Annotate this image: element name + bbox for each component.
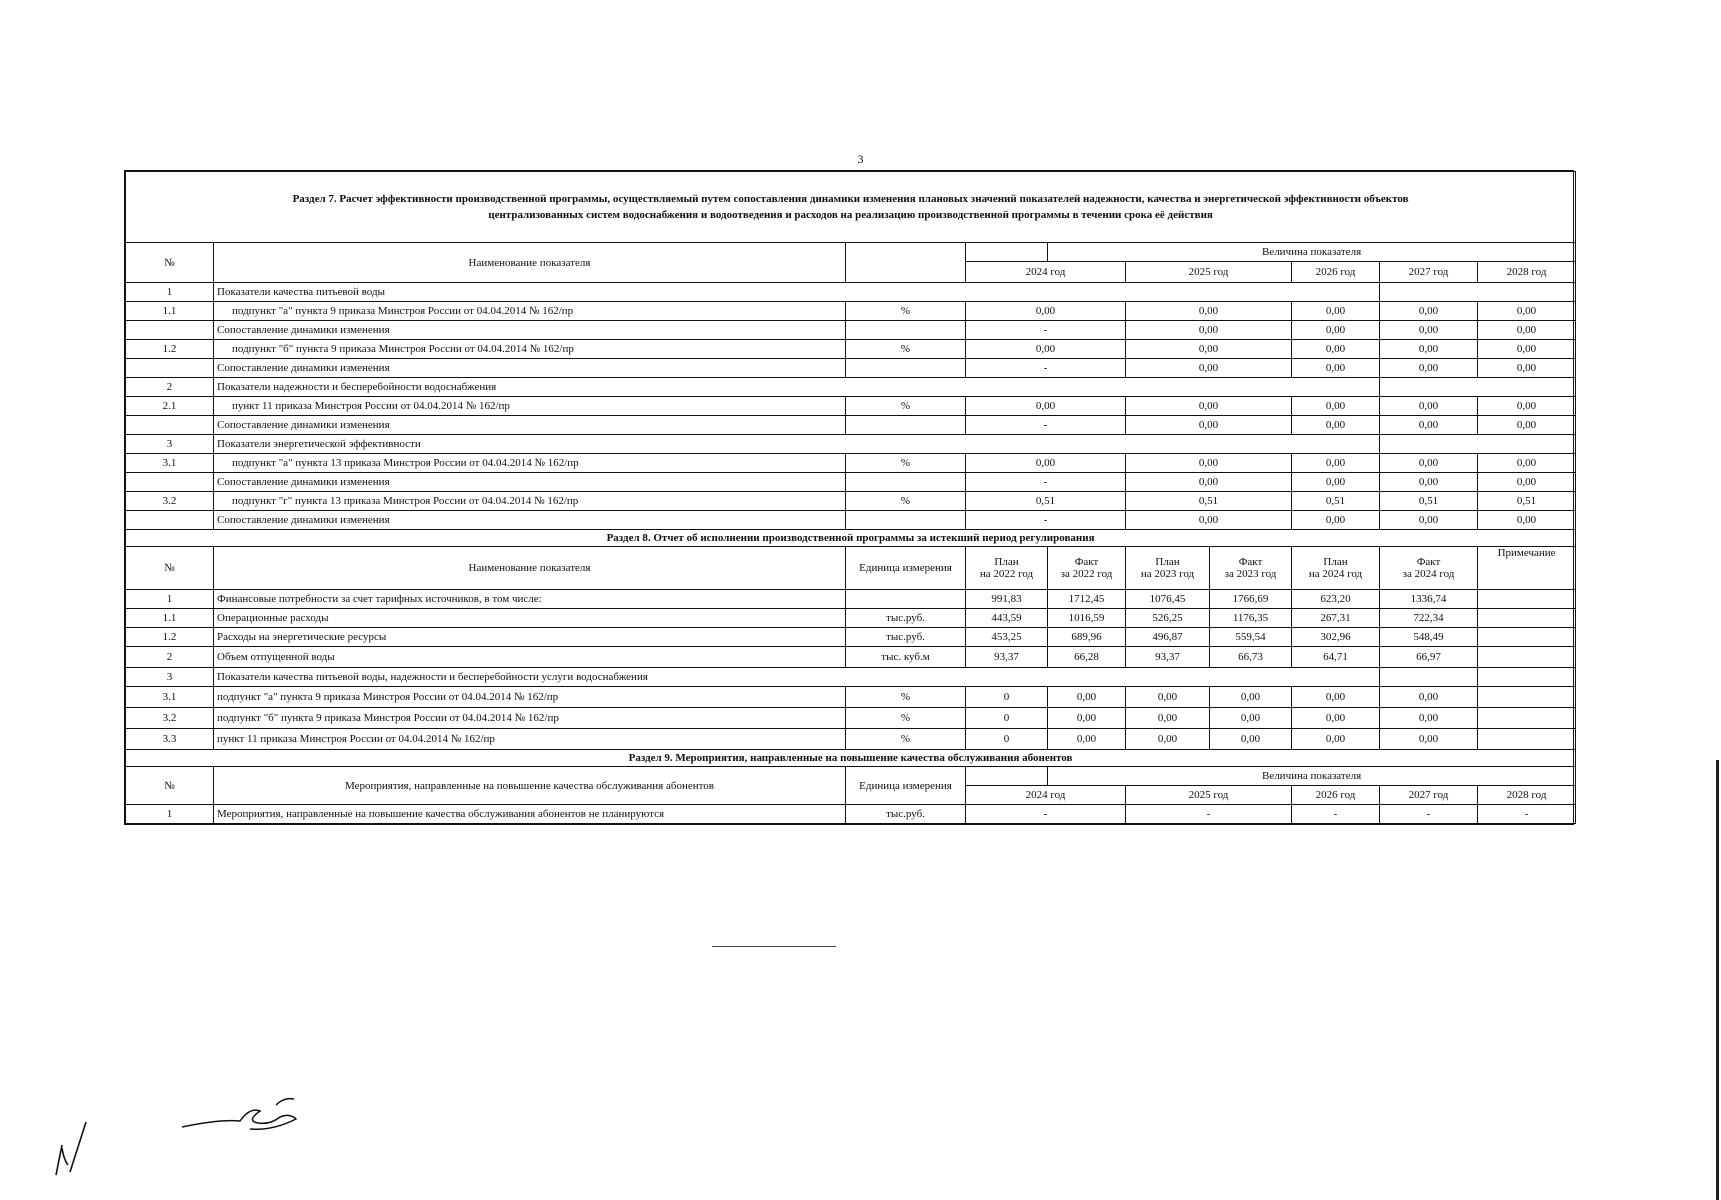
value-cell: 0,00 [1292, 359, 1380, 378]
column-header-year: 2024 год [966, 786, 1126, 805]
unit-cell [846, 416, 966, 435]
indicator-name: Сопоставление динамики изменения [214, 359, 846, 378]
scan-edge [1716, 760, 1719, 1200]
value-cell: 689,96 [1048, 628, 1126, 647]
column-header-name: Наименование показателя [214, 547, 846, 590]
value-cell: 0,00 [1478, 321, 1576, 340]
unit-cell [846, 359, 966, 378]
column-header-year: 2024 год [966, 262, 1126, 283]
column-header-value-group: Величина показателя [1048, 243, 1576, 262]
value-cell: 0,00 [1126, 708, 1210, 729]
note-cell [1478, 729, 1576, 750]
value-cell: 991,83 [966, 590, 1048, 609]
value-cell: 0,00 [1380, 454, 1478, 473]
value-cell: - [1292, 805, 1380, 824]
period-type: Факт [1074, 556, 1099, 568]
column-header-period [1126, 547, 1210, 590]
period-year: за 2022 год [1060, 568, 1113, 580]
section7-row [126, 340, 1576, 359]
value-cell: 0,00 [1380, 321, 1478, 340]
unit-cell: % [846, 454, 966, 473]
indicator-name: подпункт "г" пункта 13 приказа Минстроя России от 04.04.2014 № 162/пр [214, 492, 846, 511]
value-cell: 0 [966, 687, 1048, 708]
value-cell: 0,00 [966, 397, 1126, 416]
section7-row [126, 454, 1576, 473]
note-cell [1478, 647, 1576, 668]
value-cell: 66,97 [1380, 647, 1478, 668]
value-cell: 0,00 [1380, 416, 1478, 435]
row-number: 1.2 [126, 628, 214, 647]
row-number: 3.3 [126, 729, 214, 750]
page-number: 3 [857, 152, 864, 166]
section7-header-row [126, 243, 1576, 262]
column-header-year: 2026 год [1292, 262, 1380, 283]
column-header-period [1380, 547, 1478, 590]
note-cell [1478, 609, 1576, 628]
indicator-name: подпункт "а" пункта 13 приказа Минстроя России от 04.04.2014 № 162/пр [214, 454, 846, 473]
unit-cell: % [846, 340, 966, 359]
value-cell: 0,00 [1126, 416, 1292, 435]
section9-row [126, 805, 1576, 824]
value-cell: 0,00 [1380, 511, 1478, 530]
row-number [126, 416, 214, 435]
value-cell: 0,51 [1126, 492, 1292, 511]
value-cell: - [966, 473, 1126, 492]
value-cell: 66,73 [1210, 647, 1292, 668]
unit-cell: тыс.руб. [846, 628, 966, 647]
value-cell: 0,00 [1478, 416, 1576, 435]
value-cell: 0,00 [1210, 729, 1292, 750]
section8-title: Раздел 8. Отчет об исполнении производственной программы за истекший период регулирования [126, 530, 1576, 547]
section7-title-line2: централизованных систем водоснабжения и водоотведения и расходов на реализацию производственной программы в течении срока её действия [488, 209, 1213, 221]
section7-row [126, 321, 1576, 340]
value-cell: 0,00 [1292, 687, 1380, 708]
indicator-name: Сопоставление динамики изменения [214, 511, 846, 530]
value-cell: 559,54 [1210, 628, 1292, 647]
value-cell: 0,00 [1048, 687, 1126, 708]
period-year: на 2022 год [979, 568, 1034, 580]
indicator-name: пункт 11 приказа Минстроя России от 04.04.2014 № 162/пр [214, 397, 846, 416]
section7-row [126, 511, 1576, 530]
value-cell: 0,51 [966, 492, 1126, 511]
column-header-year: 2026 год [1292, 786, 1380, 805]
column-header-unit: Единица измерения [846, 547, 966, 590]
section8-row [126, 609, 1576, 628]
section8-row [126, 687, 1576, 708]
report-table [125, 171, 1576, 824]
unit-cell: тыс.руб. [846, 805, 966, 824]
column-header-blank [966, 243, 1048, 262]
value-cell: 0,00 [1478, 340, 1576, 359]
period-year: за 2024 год [1402, 568, 1455, 580]
note-cell [1478, 708, 1576, 729]
unit-cell [846, 590, 966, 609]
indicator-name: подпункт "б" пункта 9 приказа Минстроя России от 04.04.2014 № 162/пр [214, 340, 846, 359]
value-cell: 0,00 [1048, 729, 1126, 750]
section7-title-row [126, 172, 1576, 243]
row-number [126, 511, 214, 530]
row-number: 3.2 [126, 708, 214, 729]
row-number: 1.1 [126, 609, 214, 628]
row-number: 1 [126, 805, 214, 824]
unit-cell: % [846, 302, 966, 321]
value-cell: 0,00 [1126, 454, 1292, 473]
section7-row [126, 435, 1576, 454]
value-cell: 267,31 [1292, 609, 1380, 628]
section7-row [126, 283, 1576, 302]
section8-row [126, 708, 1576, 729]
group-name: Показатели энергетической эффективности [214, 435, 1380, 454]
value-cell: 1176,35 [1210, 609, 1292, 628]
period-type: План [1155, 556, 1180, 568]
row-number: 3.1 [126, 687, 214, 708]
value-cell: 93,37 [966, 647, 1048, 668]
column-header-note: Примечание [1478, 547, 1576, 590]
value-cell: 0,00 [1478, 359, 1576, 378]
value-cell: 0,00 [1380, 397, 1478, 416]
period-type: План [1323, 556, 1348, 568]
value-cell: - [1478, 805, 1576, 824]
value-cell: 722,34 [1380, 609, 1478, 628]
row-number: 1.1 [126, 302, 214, 321]
row-number: 3 [126, 668, 214, 687]
value-cell: 0,00 [1478, 397, 1576, 416]
column-header-period [1292, 547, 1380, 590]
value-cell: - [1126, 805, 1292, 824]
indicator-name: Сопоставление динамики изменения [214, 473, 846, 492]
indicator-name: Операционные расходы [214, 609, 846, 628]
value-cell: 623,20 [1292, 590, 1380, 609]
column-header-unit [846, 243, 966, 283]
document-table-frame [124, 170, 1574, 825]
indicator-name: пункт 11 приказа Минстроя России от 04.04.2014 № 162/пр [214, 729, 846, 750]
indicator-name: подпункт "а" пункта 9 приказа Минстроя России от 04.04.2014 № 162/пр [214, 302, 846, 321]
section7-row [126, 416, 1576, 435]
unit-cell: % [846, 492, 966, 511]
column-header-unit: Единица измерения [846, 767, 966, 805]
row-number: 1 [126, 283, 214, 302]
column-header-value-group: Величина показателя [1048, 767, 1576, 786]
row-number: 3.2 [126, 492, 214, 511]
section7-title [126, 172, 1576, 243]
value-cell: 0,00 [1292, 321, 1380, 340]
column-header-period [1048, 547, 1126, 590]
value-cell: 548,49 [1380, 628, 1478, 647]
indicator-name: подпункт "а" пункта 9 приказа Минстроя России от 04.04.2014 № 162/пр [214, 687, 846, 708]
group-name: Показатели качества питьевой воды [214, 283, 1380, 302]
empty-cell [1380, 378, 1576, 397]
indicator-name: Объем отпущенной воды [214, 647, 846, 668]
value-cell: 66,28 [1048, 647, 1126, 668]
value-cell: 1712,45 [1048, 590, 1126, 609]
group-name: Показатели качества питьевой воды, надежности и бесперебойности услуги водоснабжения [214, 668, 1380, 687]
row-number: 1 [126, 590, 214, 609]
row-number [126, 473, 214, 492]
value-cell: 0,00 [1292, 340, 1380, 359]
indicator-name: Расходы на энергетические ресурсы [214, 628, 846, 647]
signature [180, 1095, 300, 1135]
column-header-year: 2027 год [1380, 786, 1478, 805]
unit-cell [846, 321, 966, 340]
value-cell: 0,00 [1380, 729, 1478, 750]
empty-cell [1380, 283, 1576, 302]
row-number: 2.1 [126, 397, 214, 416]
value-cell: 496,87 [1126, 628, 1210, 647]
unit-cell [846, 473, 966, 492]
section8-row [126, 590, 1576, 609]
period-year: за 2023 год [1224, 568, 1277, 580]
column-header-period [1210, 547, 1292, 590]
value-cell: 0,51 [1292, 492, 1380, 511]
value-cell: 0,00 [1380, 708, 1478, 729]
section8-row [126, 668, 1576, 687]
measure-name: Мероприятия, направленные на повышение качества обслуживания абонентов не планируются [214, 805, 846, 824]
indicator-name: Сопоставление динамики изменения [214, 416, 846, 435]
value-cell: 0,00 [1380, 340, 1478, 359]
unit-cell: % [846, 708, 966, 729]
section9-title-row [126, 750, 1576, 767]
column-header-name: Наименование показателя [214, 243, 846, 283]
section7-title-line1: Раздел 7. Расчет эффективности производственной программы, осуществляемый путем сопоставления динамики изменения плановых значений показателей надежности, качества и энергетической эффективности объектов [292, 193, 1409, 205]
value-cell: 0,51 [1380, 492, 1478, 511]
indicator-name: подпункт "б" пункта 9 приказа Минстроя России от 04.04.2014 № 162/пр [214, 708, 846, 729]
column-header-year: 2025 год [1126, 786, 1292, 805]
section9-header-row [126, 767, 1576, 786]
value-cell: - [966, 805, 1126, 824]
section9-title: Раздел 9. Мероприятия, направленные на повышение качества обслуживания абонентов [126, 750, 1576, 767]
group-name: Показатели надежности и бесперебойности водоснабжения [214, 378, 1380, 397]
column-header-name: Мероприятия, направленные на повышение качества обслуживания абонентов [214, 767, 846, 805]
value-cell: 1076,45 [1126, 590, 1210, 609]
value-cell: 0,00 [1292, 302, 1380, 321]
section8-title-row [126, 530, 1576, 547]
row-number: 1.2 [126, 340, 214, 359]
value-cell: 1766,69 [1210, 590, 1292, 609]
value-cell: 0,00 [1292, 729, 1380, 750]
value-cell: 0,00 [1126, 687, 1210, 708]
empty-cell [1478, 668, 1576, 687]
value-cell: 0,00 [1126, 511, 1292, 530]
column-header-year: 2028 год [1478, 786, 1576, 805]
row-number [126, 321, 214, 340]
row-number: 3.1 [126, 454, 214, 473]
indicator-name: Финансовые потребности за счет тарифных источников, в том числе: [214, 590, 846, 609]
value-cell: 0,00 [1478, 473, 1576, 492]
value-cell: 443,59 [966, 609, 1048, 628]
initials-signature [48, 1120, 98, 1180]
column-header-blank [966, 767, 1048, 786]
value-cell: - [966, 359, 1126, 378]
row-number [126, 359, 214, 378]
unit-cell [846, 511, 966, 530]
section7-row [126, 473, 1576, 492]
column-header-no: № [126, 547, 214, 590]
period-type: Факт [1238, 556, 1263, 568]
value-cell: - [966, 321, 1126, 340]
value-cell: 0,00 [1380, 359, 1478, 378]
note-cell [1478, 628, 1576, 647]
note-cell [1478, 687, 1576, 708]
value-cell: 0 [966, 729, 1048, 750]
period-type: Факт [1416, 556, 1441, 568]
value-cell: 0 [966, 708, 1048, 729]
section7-row [126, 492, 1576, 511]
row-number: 2 [126, 647, 214, 668]
value-cell: 0,00 [1478, 511, 1576, 530]
value-cell: 0,00 [1292, 454, 1380, 473]
value-cell: 0,00 [1292, 416, 1380, 435]
unit-cell: % [846, 687, 966, 708]
column-header-year: 2027 год [1380, 262, 1478, 283]
value-cell: - [966, 416, 1126, 435]
value-cell: 0,00 [1380, 473, 1478, 492]
value-cell: 0,00 [1048, 708, 1126, 729]
value-cell: 0,00 [966, 454, 1126, 473]
value-cell: 0,00 [1292, 511, 1380, 530]
period-type: План [994, 556, 1019, 568]
value-cell: 302,96 [1292, 628, 1380, 647]
section8-header-row [126, 547, 1576, 590]
section8-row [126, 628, 1576, 647]
end-rule [712, 946, 836, 947]
value-cell: 0,00 [1210, 708, 1292, 729]
section8-row [126, 729, 1576, 750]
column-header-no: № [126, 243, 214, 283]
value-cell: 0,00 [1126, 397, 1292, 416]
value-cell: 93,37 [1126, 647, 1210, 668]
value-cell: 0,00 [1126, 729, 1210, 750]
period-year: на 2024 год [1308, 568, 1363, 580]
empty-cell [1380, 668, 1478, 687]
value-cell: 1336,74 [1380, 590, 1478, 609]
row-number: 3 [126, 435, 214, 454]
value-cell: 0,00 [1380, 687, 1478, 708]
section7-row [126, 378, 1576, 397]
section7-row [126, 359, 1576, 378]
column-header-year: 2025 год [1126, 262, 1292, 283]
value-cell: 0,00 [1126, 321, 1292, 340]
period-year: на 2023 год [1140, 568, 1195, 580]
section8-row [126, 647, 1576, 668]
value-cell: 453,25 [966, 628, 1048, 647]
unit-cell: тыс. куб.м [846, 647, 966, 668]
value-cell: 0,00 [1126, 340, 1292, 359]
value-cell: 526,25 [1126, 609, 1210, 628]
value-cell: 0,00 [1292, 708, 1380, 729]
unit-cell: % [846, 729, 966, 750]
column-header-year: 2028 год [1478, 262, 1576, 283]
section7-row [126, 302, 1576, 321]
value-cell: - [1380, 805, 1478, 824]
value-cell: 0,00 [1126, 302, 1292, 321]
row-number: 2 [126, 378, 214, 397]
value-cell: 0,00 [966, 302, 1126, 321]
value-cell: 0,00 [1126, 359, 1292, 378]
unit-cell: тыс.руб. [846, 609, 966, 628]
column-header-no: № [126, 767, 214, 805]
value-cell: 0,00 [1478, 454, 1576, 473]
note-cell [1478, 590, 1576, 609]
value-cell: 0,00 [1380, 302, 1478, 321]
column-header-period [966, 547, 1048, 590]
value-cell: - [966, 511, 1126, 530]
value-cell: 0,00 [1126, 473, 1292, 492]
value-cell: 64,71 [1292, 647, 1380, 668]
value-cell: 0,00 [1292, 397, 1380, 416]
section7-row [126, 397, 1576, 416]
empty-cell [1380, 435, 1576, 454]
indicator-name: Сопоставление динамики изменения [214, 321, 846, 340]
value-cell: 0,00 [966, 340, 1126, 359]
value-cell: 0,00 [1478, 302, 1576, 321]
value-cell: 0,00 [1210, 687, 1292, 708]
value-cell: 0,51 [1478, 492, 1576, 511]
value-cell: 0,00 [1292, 473, 1380, 492]
unit-cell: % [846, 397, 966, 416]
value-cell: 1016,59 [1048, 609, 1126, 628]
